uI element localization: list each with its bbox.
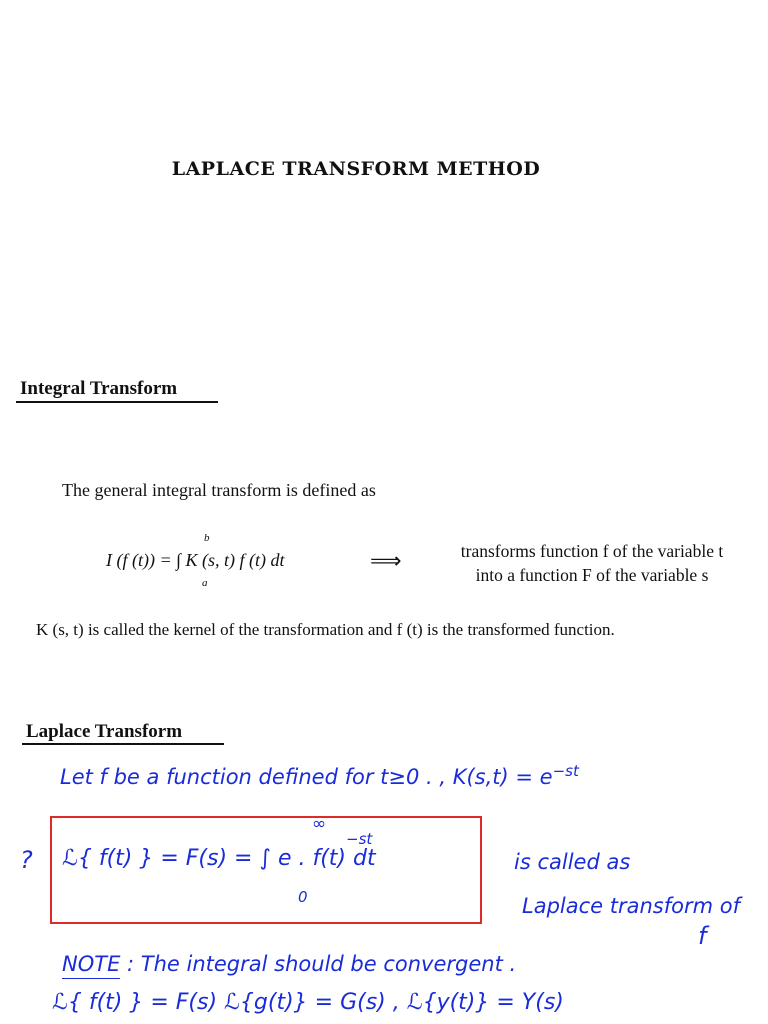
implies-arrow: ⟹ (370, 548, 402, 573)
laplace-transform-of-text: Laplace transform of (522, 894, 740, 918)
description-line-1: transforms function f of the variable t (460, 541, 724, 561)
transform-description (432, 539, 752, 587)
intro-text: The general integral transform is defined as (62, 480, 376, 500)
note-text: : The integral should be convergent . (127, 952, 517, 976)
heading-underline (16, 401, 218, 403)
heading-text: Laplace Transform (26, 721, 183, 742)
section-heading-integral-transform (20, 378, 177, 400)
section-heading-laplace-transform (26, 721, 182, 743)
formula-expression: I (f (t)) = ∫ K (s, t) f (t) dt (106, 550, 285, 570)
called-as-text: is called as (514, 850, 631, 874)
note-line (62, 952, 516, 976)
upper-limit: b (204, 532, 210, 544)
exponent: −st (552, 762, 579, 780)
boxed-lower-limit: 0 (298, 888, 308, 906)
bullet-mark: ? (20, 846, 33, 874)
kernel-note: K (s, t) is called the kernel of the transformation and f (t) is the transformed function. (36, 620, 615, 639)
bottom-notation-line: ℒ{ f(t) } = F(s) ℒ{g(t)} = G(s) , ℒ{y(t)} = Y(s) (52, 990, 564, 1015)
heading-underline (22, 743, 224, 745)
handwritten-let-line (60, 762, 579, 789)
heading-text: Integral Transform (20, 378, 178, 399)
let-text: Let f be a function defined for t≥0 . , K(s,t) = e (60, 765, 553, 789)
page-title: LAPLACE TRANSFORM METHOD (171, 158, 541, 180)
boxed-exponent: −st (346, 830, 373, 848)
boxed-formula (62, 846, 376, 871)
note-underline (62, 978, 120, 980)
f-text: f (698, 922, 707, 950)
laplace-definition: ℒ{ f(t) } = F(s) = ∫ e . f(t) dt (62, 846, 376, 871)
description-line-2: into a function F of the variable s (475, 565, 709, 585)
boxed-upper-limit: ∞ (312, 814, 327, 834)
lower-limit: a (202, 577, 208, 589)
note-label: NOTE (62, 952, 120, 976)
